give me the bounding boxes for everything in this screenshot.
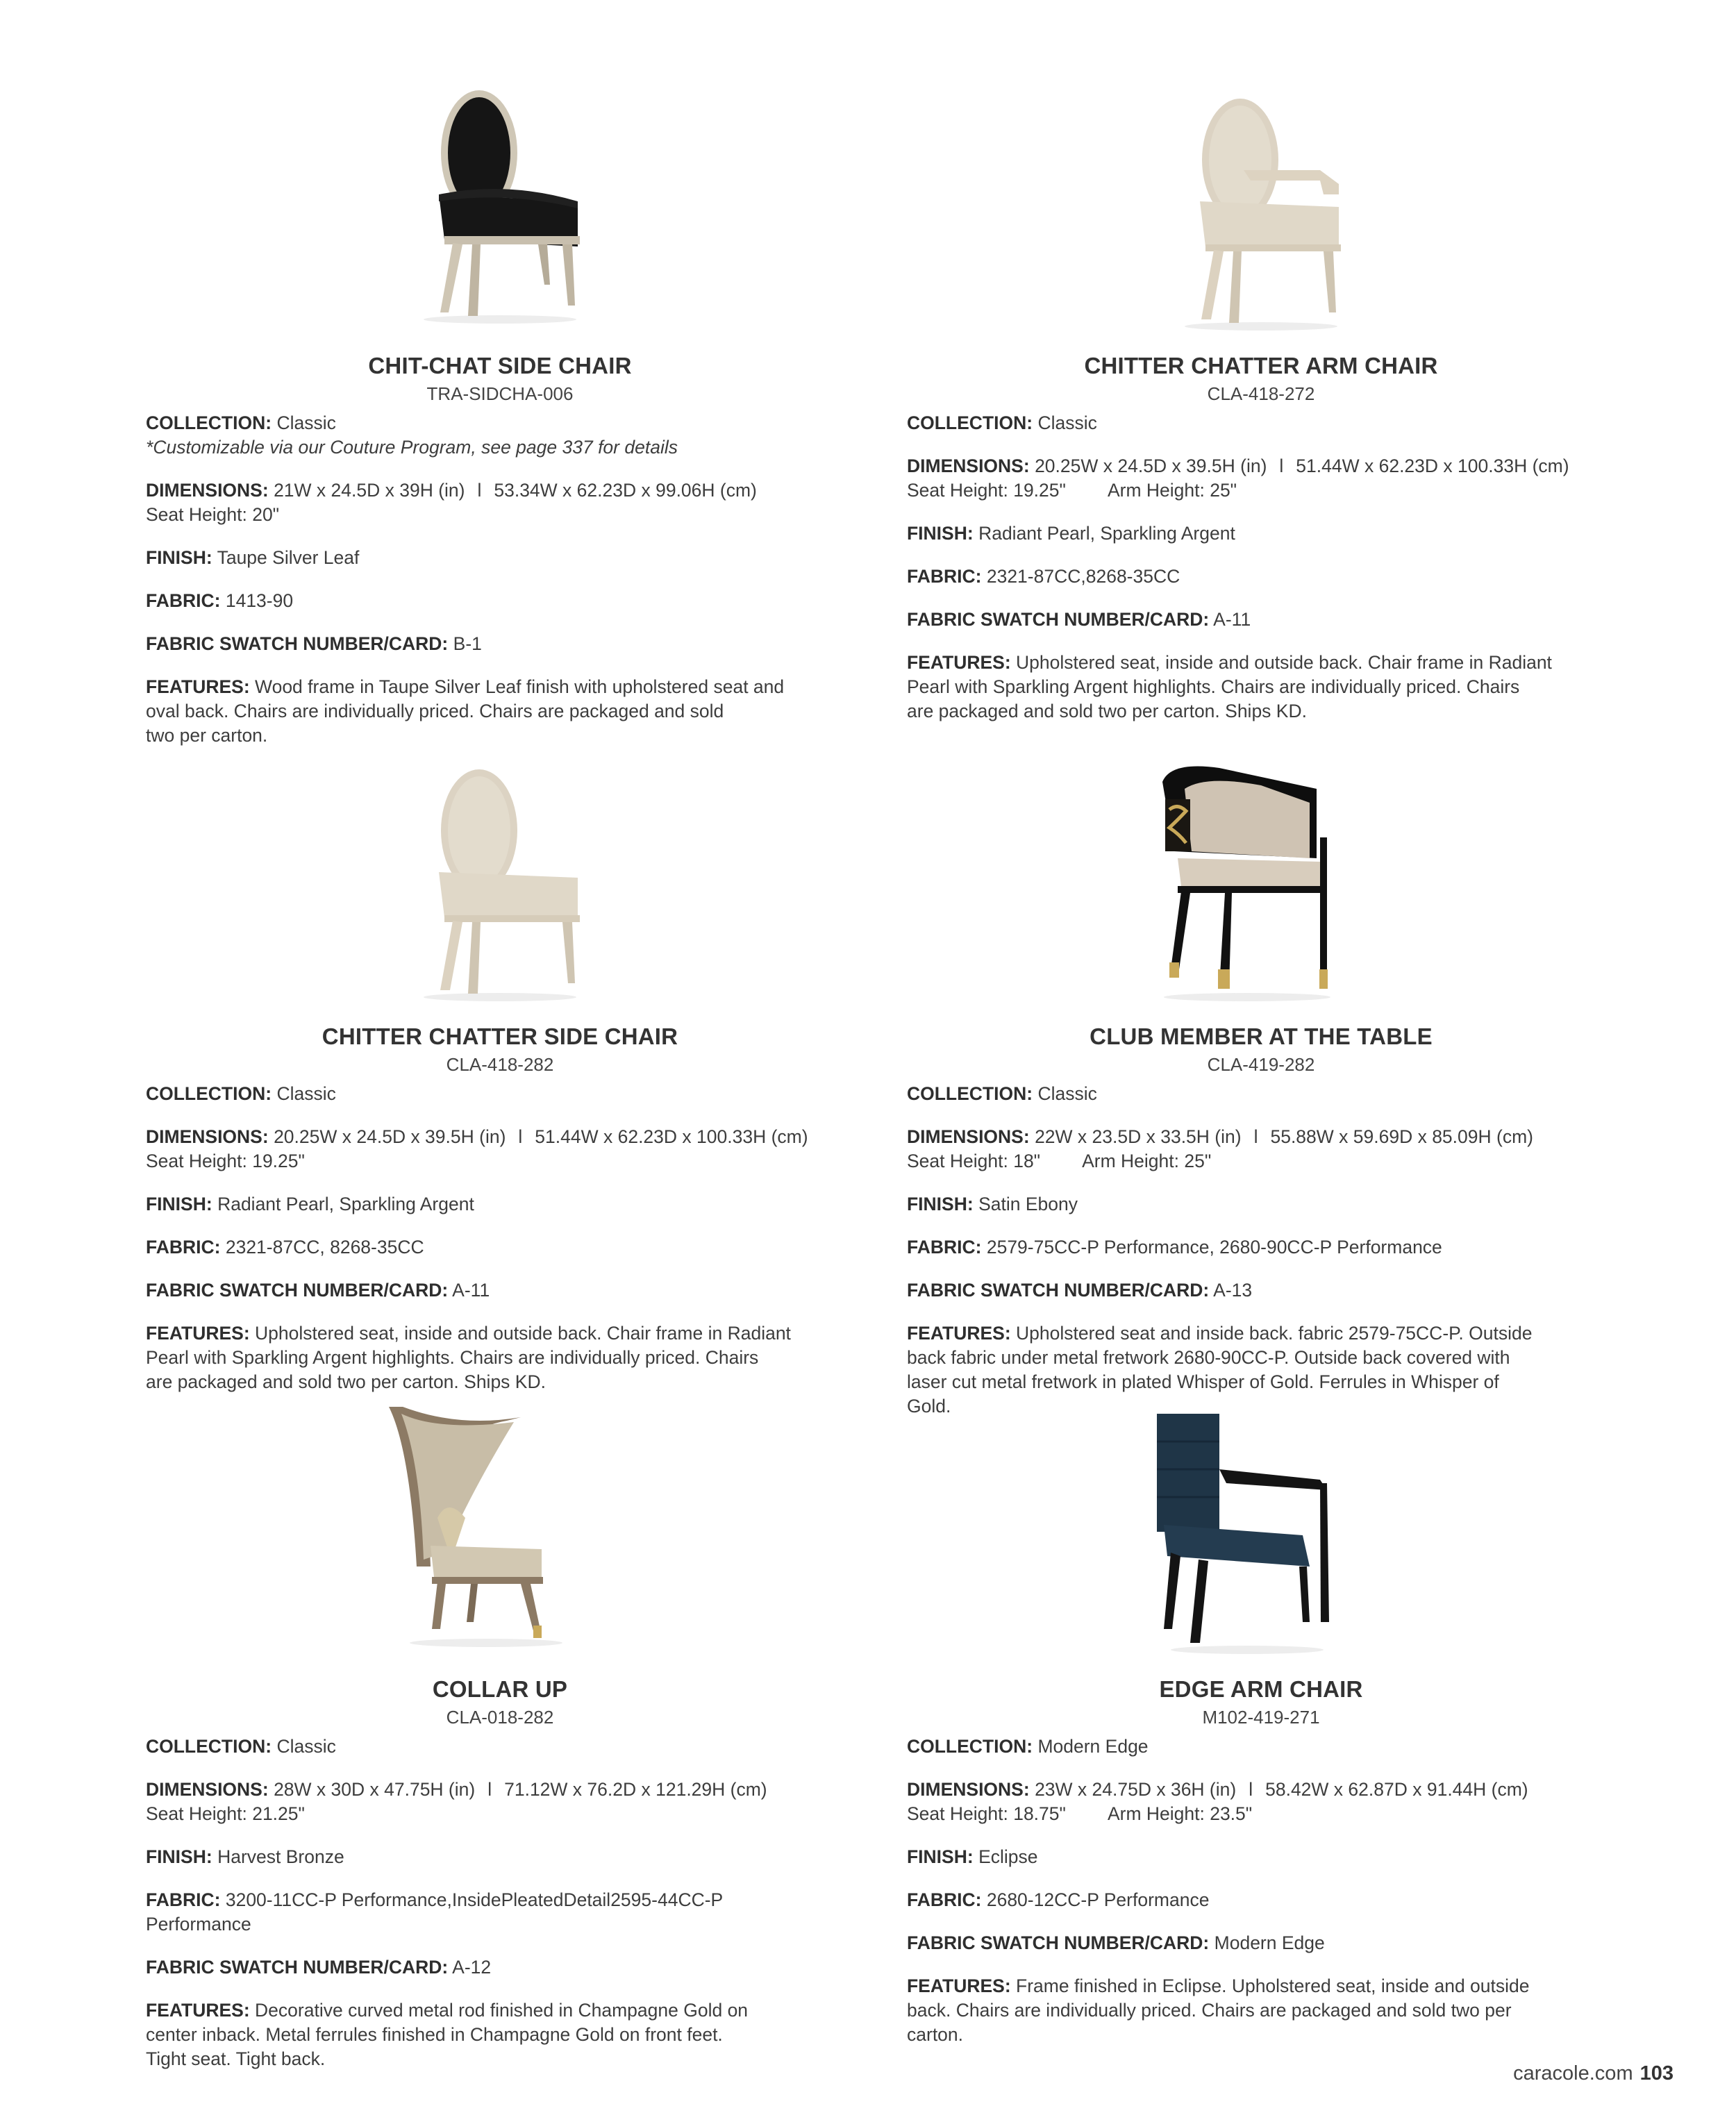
chair-image: [382, 1407, 590, 1650]
page-number: 103: [1639, 2062, 1674, 2085]
collection-row: COLLECTION: Classic: [146, 1083, 336, 1104]
customizable-note: *Customizable via our Couture Program, see page 337 for details: [146, 437, 678, 458]
fabric-row: FABRIC: 1413-90: [146, 590, 294, 611]
collection-row: COLLECTION: Classic: [907, 1083, 1097, 1104]
product-sku: CLA-018-282: [446, 1707, 554, 1728]
fabric-row: FABRIC: 3200-11CC-P Performance,InsidePleatedDetail2595-44CC-P: [146, 1889, 724, 1910]
swatch-row: FABRIC SWATCH NUMBER/CARD: A-11: [146, 1280, 490, 1301]
features-line: two per carton.: [146, 725, 268, 746]
finish-row: FINISH: Radiant Pearl, Sparkling Argent: [146, 1194, 474, 1214]
collection-row: COLLECTION: Modern Edge: [907, 1736, 1149, 1757]
height-row: Seat Height: 18" Arm Height: 25": [907, 1151, 1212, 1171]
collection-row: COLLECTION: Classic: [907, 412, 1097, 433]
product-title: CHITTER CHATTER ARM CHAIR: [1084, 353, 1438, 378]
features-line: carton.: [907, 2024, 964, 2045]
fabric-row: FABRIC: 2321-87CC, 8268-35CC: [146, 1237, 424, 1258]
finish-row: FINISH: Harvest Bronze: [146, 1846, 344, 1867]
fabric-row: FABRIC: 2321-87CC,8268-35CC: [907, 566, 1180, 587]
chair-image: [396, 83, 604, 326]
page-footer: [1513, 2062, 1674, 2085]
product-title: EDGE ARM CHAIR: [1159, 1676, 1363, 1702]
product-sku: M102-419-271: [1202, 1707, 1320, 1728]
collection-label: COLLECTION:: [146, 412, 272, 433]
features-row: FEATURES: Frame finished in Eclipse. Upholstered seat, inside and outside: [907, 1975, 1530, 1996]
dimensions-row: DIMENSIONS: 20.25W x 24.5D x 39.5H (in) l 51.44W x 62.23D x 100.33H (cm): [907, 456, 1569, 476]
features-line: are packaged and sold two per carton. Ships KD.: [146, 1371, 546, 1392]
seat-height: Seat Height: 21.25": [146, 1803, 305, 1824]
product-title: COLLAR UP: [432, 1676, 568, 1702]
features-row: FEATURES: Wood frame in Taupe Silver Leaf finish with upholstered seat and: [146, 676, 785, 697]
dimensions-row: DIMENSIONS: 28W x 30D x 47.75H (in) l 71.12W x 76.2D x 121.29H (cm): [146, 1779, 767, 1800]
product-sku: CLA-418-272: [1207, 383, 1315, 404]
product-title: CHITTER CHATTER SIDE CHAIR: [322, 1024, 678, 1049]
features-row: FEATURES: Upholstered seat and inside back. fabric 2579-75CC-P. Outside: [907, 1323, 1533, 1344]
product-sku: CLA-418-282: [446, 1054, 554, 1075]
fabric-row: FABRIC: 2579-75CC-P Performance, 2680-90CC-P Performance: [907, 1237, 1442, 1258]
features-line: Pearl with Sparkling Argent highlights. Chairs are individually priced. Chairs: [146, 1347, 759, 1368]
fabric-line: Performance: [146, 1914, 251, 1935]
collection-value: Classic: [276, 412, 336, 433]
fabric-row: FABRIC: 2680-12CC-P Performance: [907, 1889, 1210, 1910]
swatch-row: FABRIC SWATCH NUMBER/CARD: A-12: [146, 1957, 492, 1978]
features-row: FEATURES: Decorative curved metal rod finished in Champagne Gold on: [146, 2000, 749, 2021]
swatch-row: FABRIC SWATCH NUMBER/CARD: B-1: [146, 633, 482, 654]
product-specs: [146, 411, 854, 748]
chair-image: [1143, 1414, 1351, 1657]
swatch-row: FABRIC SWATCH NUMBER/CARD: A-13: [907, 1280, 1253, 1301]
features-line: laser cut metal fretwork in plated Whisper of Gold. Ferrules in Whisper of: [907, 1371, 1499, 1392]
features-line: Tight seat. Tight back.: [146, 2048, 326, 2069]
features-line: back fabric under metal fretwork 2680-90CC-P. Outside back covered with: [907, 1347, 1510, 1368]
features-row: FEATURES: Upholstered seat, inside and outside back. Chair frame in Radiant: [146, 1323, 791, 1344]
seat-height: Seat Height: 20": [146, 504, 280, 525]
finish-row: FINISH: Eclipse: [907, 1846, 1038, 1867]
product-sku: TRA-SIDCHA-006: [426, 383, 574, 404]
product-title: CHIT-CHAT SIDE CHAIR: [368, 353, 632, 378]
chair-image: [1143, 761, 1351, 1004]
product-specs: [146, 1735, 854, 2071]
features-line: Pearl with Sparkling Argent highlights. Chairs are individually priced. Chairs: [907, 676, 1520, 697]
dimensions-row: DIMENSIONS: 23W x 24.75D x 36H (in) l 58.42W x 62.87D x 91.44H (cm): [907, 1779, 1528, 1800]
dimensions-row: DIMENSIONS: 20.25W x 24.5D x 39.5H (in) l 51.44W x 62.23D x 100.33H (cm): [146, 1126, 808, 1147]
height-row: Seat Height: 18.75" Arm Height: 23.5": [907, 1803, 1253, 1824]
chair-image: [1157, 90, 1365, 333]
features-line: oval back. Chairs are individually priced. Chairs are packaged and sold: [146, 701, 724, 721]
product-specs: [907, 411, 1615, 724]
chair-image: [396, 761, 604, 1004]
finish-row: FINISH: Satin Ebony: [907, 1194, 1078, 1214]
dimensions-row: DIMENSIONS: 21W x 24.5D x 39H (in) l 53.34W x 62.23D x 99.06H (cm): [146, 480, 757, 501]
finish-row: FINISH: Taupe Silver Leaf: [146, 547, 360, 568]
collection-row: COLLECTION: Classic: [146, 1736, 336, 1757]
features-line: are packaged and sold two per carton. Ships KD.: [907, 701, 1307, 721]
product-specs: [146, 1082, 854, 1394]
dimensions-row: DIMENSIONS: 22W x 23.5D x 33.5H (in) l 55.88W x 59.69D x 85.09H (cm): [907, 1126, 1533, 1147]
features-line: back. Chairs are individually priced. Chairs are packaged and sold two per: [907, 2000, 1512, 2021]
finish-row: FINISH: Radiant Pearl, Sparkling Argent: [907, 523, 1235, 544]
features-row: FEATURES: Upholstered seat, inside and outside back. Chair frame in Radiant: [907, 652, 1552, 673]
seat-height: Seat Height: 19.25": [146, 1151, 305, 1171]
features-line: Gold.: [907, 1396, 951, 1417]
swatch-row: FABRIC SWATCH NUMBER/CARD: Modern Edge: [907, 1932, 1325, 1953]
swatch-row: FABRIC SWATCH NUMBER/CARD: A-11: [907, 609, 1251, 630]
product-specs: [907, 1082, 1615, 1419]
height-row: Seat Height: 19.25" Arm Height: 25": [907, 480, 1237, 501]
collection-row: [146, 411, 854, 435]
product-title: CLUB MEMBER AT THE TABLE: [1090, 1024, 1433, 1049]
product-sku: CLA-419-282: [1207, 1054, 1315, 1075]
features-line: center inback. Metal ferrules finished in Champagne Gold on front feet.: [146, 2024, 723, 2045]
site-url: caracole.com: [1513, 2062, 1633, 2085]
product-specs: [907, 1735, 1615, 2047]
